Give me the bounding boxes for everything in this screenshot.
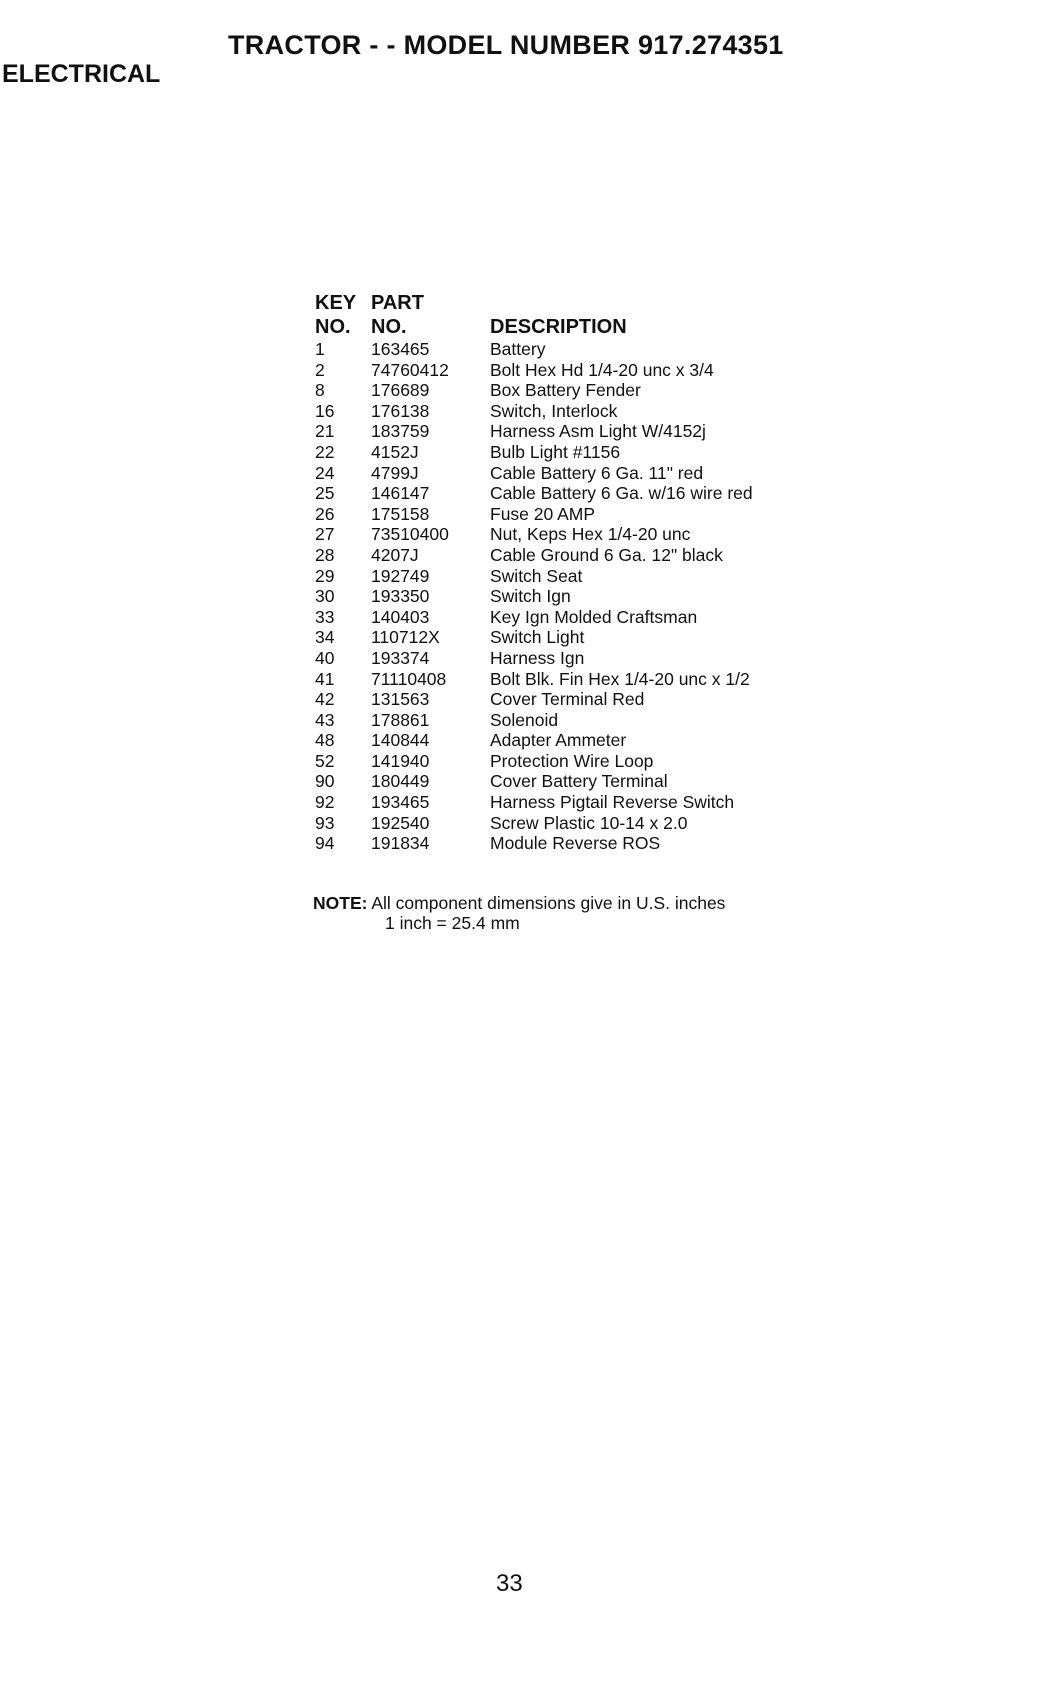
part-no-cell: 192749: [371, 565, 430, 586]
description-cell: Solenoid: [490, 709, 559, 730]
key-no-cell: 25: [315, 483, 335, 504]
key-no-cell: 93: [315, 812, 335, 833]
key-no-cell: 22: [315, 441, 335, 462]
parts-list: [313, 289, 993, 854]
part-no-cell: 131563: [371, 689, 430, 710]
part-no-cell: 140403: [371, 606, 430, 627]
key-no-cell: 2: [315, 359, 325, 380]
key-no-cell: 26: [315, 503, 335, 524]
table-row: [313, 566, 993, 587]
description-cell: Cover Terminal Red: [490, 689, 645, 710]
key-no-cell: 24: [315, 462, 335, 483]
description-cell: Harness Ign: [490, 647, 585, 668]
part-no-cell: 4152J: [371, 441, 419, 462]
description-cell: Box Battery Fender: [490, 380, 641, 401]
description-cell: Module Reverse ROS: [490, 833, 661, 854]
table-row: [313, 730, 993, 751]
table-row: [313, 771, 993, 792]
header-key-line2: NO.: [315, 316, 351, 338]
description-cell: Cable Battery 6 Ga. w/16 wire red: [490, 483, 753, 504]
table-row: [313, 813, 993, 834]
parts-list-header: [313, 289, 993, 339]
table-row: [313, 545, 993, 566]
description-cell: Adapter Ammeter: [490, 730, 627, 751]
part-no-cell: 163465: [371, 339, 430, 359]
table-row: [313, 792, 993, 813]
part-no-cell: 176689: [371, 380, 430, 401]
key-no-cell: 30: [315, 586, 335, 607]
part-no-cell: 193374: [371, 647, 430, 668]
part-no-cell: 74760412: [371, 359, 449, 380]
table-row: [313, 833, 993, 854]
table-row: [313, 524, 993, 545]
table-row: [313, 627, 993, 648]
description-cell: Protection Wire Loop: [490, 750, 654, 771]
key-no-cell: 41: [315, 668, 335, 689]
key-no-cell: 33: [315, 606, 335, 627]
table-row: [313, 607, 993, 628]
table-row: [313, 648, 993, 669]
key-no-cell: 48: [315, 730, 335, 751]
key-no-cell: 16: [315, 400, 335, 421]
table-row: [313, 710, 993, 731]
part-no-cell: 193350: [371, 586, 430, 607]
part-no-cell: 175158: [371, 503, 430, 524]
key-no-cell: 27: [315, 524, 335, 545]
table-row: [313, 669, 993, 690]
header-part-line2: NO.: [371, 316, 407, 338]
description-cell: Bulb Light #1156: [490, 441, 621, 462]
key-no-cell: 42: [315, 689, 335, 710]
part-no-cell: 110712X: [371, 627, 440, 648]
description-cell: Switch Ign: [490, 586, 571, 607]
key-no-cell: 34: [315, 627, 335, 648]
description-cell: Screw Plastic 10-14 x 2.0: [490, 812, 688, 833]
key-no-cell: 21: [315, 421, 335, 442]
description-cell: Switch Seat: [490, 565, 583, 586]
description-cell: Battery: [490, 339, 546, 359]
part-no-cell: 4799J: [371, 462, 419, 483]
table-row: [313, 442, 993, 463]
page-number: 33: [496, 1570, 523, 1597]
key-no-cell: 92: [315, 792, 335, 813]
header-part-line1: PART: [371, 292, 424, 314]
part-no-cell: 141940: [371, 750, 430, 771]
part-no-cell: 191834: [371, 833, 430, 854]
key-no-cell: 8: [315, 380, 325, 401]
description-cell: Nut, Keps Hex 1/4-20 unc: [490, 524, 691, 545]
table-row: [313, 339, 993, 360]
part-no-cell: 176138: [371, 400, 430, 421]
note-label: NOTE:: [313, 893, 368, 913]
key-no-cell: 90: [315, 771, 335, 792]
parts-rows: [313, 339, 993, 854]
part-no-cell: 193465: [371, 792, 430, 813]
description-cell: Fuse 20 AMP: [490, 503, 596, 524]
key-no-cell: 28: [315, 544, 335, 565]
table-row: [313, 360, 993, 381]
table-row: [313, 380, 993, 401]
description-cell: Cable Ground 6 Ga. 12" black: [490, 544, 723, 565]
part-no-cell: 71110408: [371, 668, 447, 689]
key-no-cell: 43: [315, 709, 335, 730]
description-cell: Cable Battery 6 Ga. 11" red: [490, 462, 704, 483]
note-line2: 1 inch = 25.4 mm: [385, 913, 520, 933]
key-no-cell: 29: [315, 565, 335, 586]
description-cell: Harness Asm Light W/4152j: [490, 421, 706, 442]
description-cell: Switch, Interlock: [490, 400, 618, 421]
description-cell: Switch Light: [490, 627, 585, 648]
table-row: [313, 401, 993, 422]
table-row: [313, 586, 993, 607]
key-no-cell: 94: [315, 833, 335, 854]
description-cell: Bolt Blk. Fin Hex 1/4-20 unc x 1/2: [490, 668, 750, 689]
part-no-cell: 73510400: [371, 524, 449, 545]
description-cell: Bolt Hex Hd 1/4-20 unc x 3/4: [490, 359, 714, 380]
table-row: [313, 689, 993, 710]
table-row: [313, 483, 993, 504]
table-row: [313, 751, 993, 772]
part-no-cell: 140844: [371, 730, 430, 751]
header-key-line1: KEY: [315, 292, 357, 314]
note-line1: All component dimensions give in U.S. inches: [371, 893, 726, 913]
description-cell: Harness Pigtail Reverse Switch: [490, 792, 735, 813]
part-no-cell: 183759: [371, 421, 430, 442]
table-row: [313, 421, 993, 442]
note: [313, 893, 725, 913]
part-no-cell: 180449: [371, 771, 430, 792]
part-no-cell: 178861: [371, 709, 430, 730]
key-no-cell: 52: [315, 750, 335, 771]
description-cell: Cover Battery Terminal: [490, 771, 668, 792]
section-title: ELECTRICAL: [2, 60, 161, 88]
part-no-cell: 4207J: [371, 544, 419, 565]
key-no-cell: 1: [315, 339, 325, 359]
part-no-cell: 192540: [371, 812, 430, 833]
table-row: [313, 463, 993, 484]
page-title: TRACTOR - - MODEL NUMBER 917.274351: [228, 30, 784, 60]
description-cell: Key Ign Molded Craftsman: [490, 606, 698, 627]
header-description: DESCRIPTION: [490, 316, 627, 338]
table-row: [313, 504, 993, 525]
key-no-cell: 40: [315, 647, 335, 668]
part-no-cell: 146147: [371, 483, 430, 504]
